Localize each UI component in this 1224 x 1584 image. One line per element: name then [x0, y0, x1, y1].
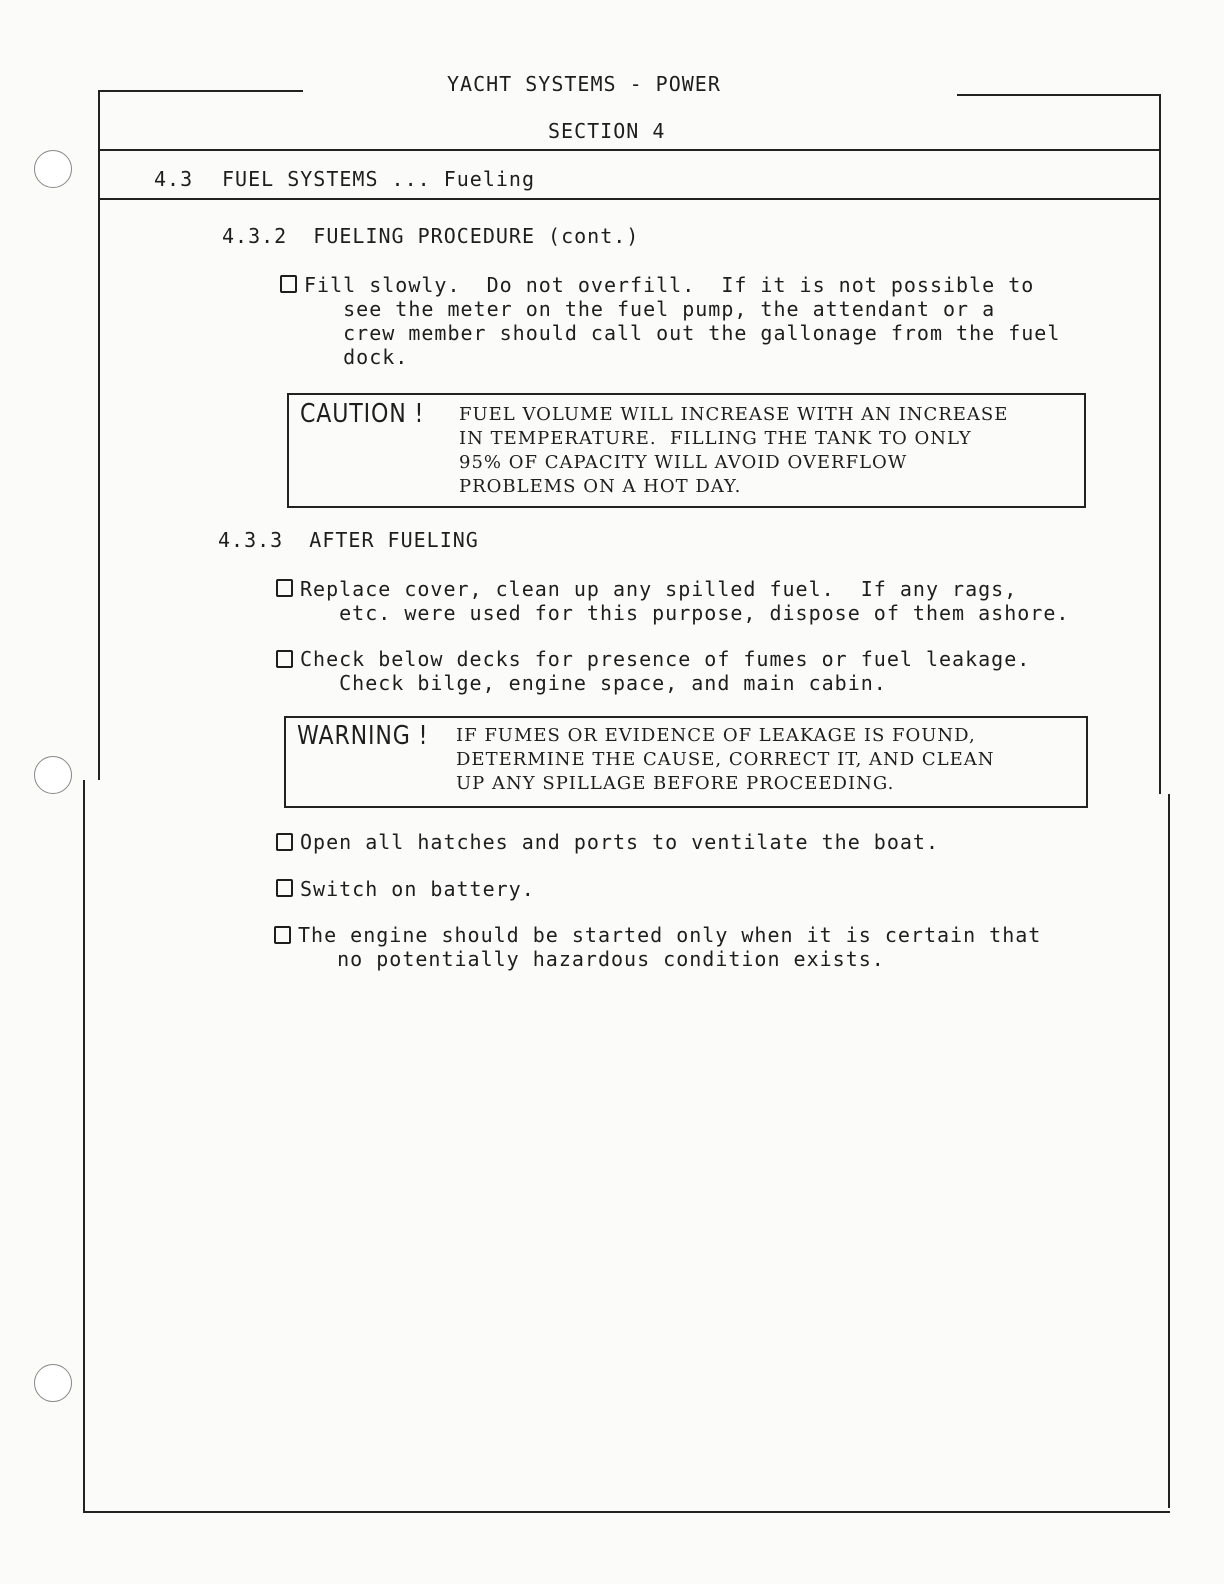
frame-top-right-line — [957, 94, 1159, 96]
frame-left-border-upper — [98, 90, 100, 780]
step-replace-cover: Replace cover, clean up any spilled fuel. If any rags, etc. were used for this purpose, dispose of them ashore. — [300, 577, 1070, 625]
checkbox-check-below-decks[interactable] — [276, 650, 293, 668]
section-label: SECTION 4 — [548, 119, 666, 143]
frame-right-border-lower — [1168, 794, 1170, 1508]
caution-text: FUEL VOLUME WILL INCREASE WITH AN INCREASE IN TEMPERATURE. FILLING THE TANK TO ONLY 95% OF CAPACITY WILL AVOID OVERFLOW PROBLEMS ON A HOT DAY. — [459, 404, 1009, 497]
checkbox-start-engine[interactable] — [274, 926, 291, 944]
fueling-procedure-heading: 4.3.2 FUELING PROCEDURE (cont.) — [222, 224, 640, 248]
checkbox-fill-slowly[interactable] — [280, 275, 297, 293]
subsection-title: FUEL SYSTEMS ... Fueling — [222, 167, 535, 191]
step-switch-battery: Switch on battery. — [300, 877, 535, 901]
frame-top-left-line — [98, 90, 303, 92]
warning-label: WARNING ! — [297, 721, 429, 751]
checkbox-open-hatches[interactable] — [276, 833, 293, 851]
document-title: YACHT SYSTEMS - POWER — [447, 72, 721, 96]
checkbox-switch-battery[interactable] — [276, 879, 293, 897]
subsection-number: 4.3 — [154, 167, 194, 191]
binder-hole-bottom — [34, 1364, 72, 1402]
checkbox-replace-cover[interactable] — [276, 579, 293, 597]
warning-text: IF FUMES OR EVIDENCE OF LEAKAGE IS FOUND, DETERMINE THE CAUSE, CORRECT IT, AND CLEAN UP ANY SPILLAGE BEFORE PROCEEDING. — [456, 725, 995, 794]
section-rule-1 — [98, 149, 1161, 151]
binder-hole-middle — [34, 756, 72, 794]
section-rule-2 — [98, 198, 1161, 200]
frame-left-border-lower — [83, 780, 85, 1513]
frame-bottom-line — [83, 1511, 1170, 1513]
step-start-engine: The engine should be started only when it is certain that no potentially hazardous condition exists. — [298, 923, 1042, 971]
binder-hole-top — [34, 150, 72, 188]
caution-label: CAUTION ! — [300, 399, 425, 429]
step-fill-slowly: Fill slowly. Do not overfill. If it is not possible to see the meter on the fuel pump, the attendant or a crew member should call out the gallonage from the fuel dock. — [304, 273, 1061, 369]
after-fueling-heading: 4.3.3 AFTER FUELING — [218, 528, 479, 552]
step-check-below-decks: Check below decks for presence of fumes or fuel leakage. Check bilge, engine space, and main cabin. — [300, 647, 1031, 695]
step-open-hatches: Open all hatches and ports to ventilate the boat. — [300, 830, 940, 854]
